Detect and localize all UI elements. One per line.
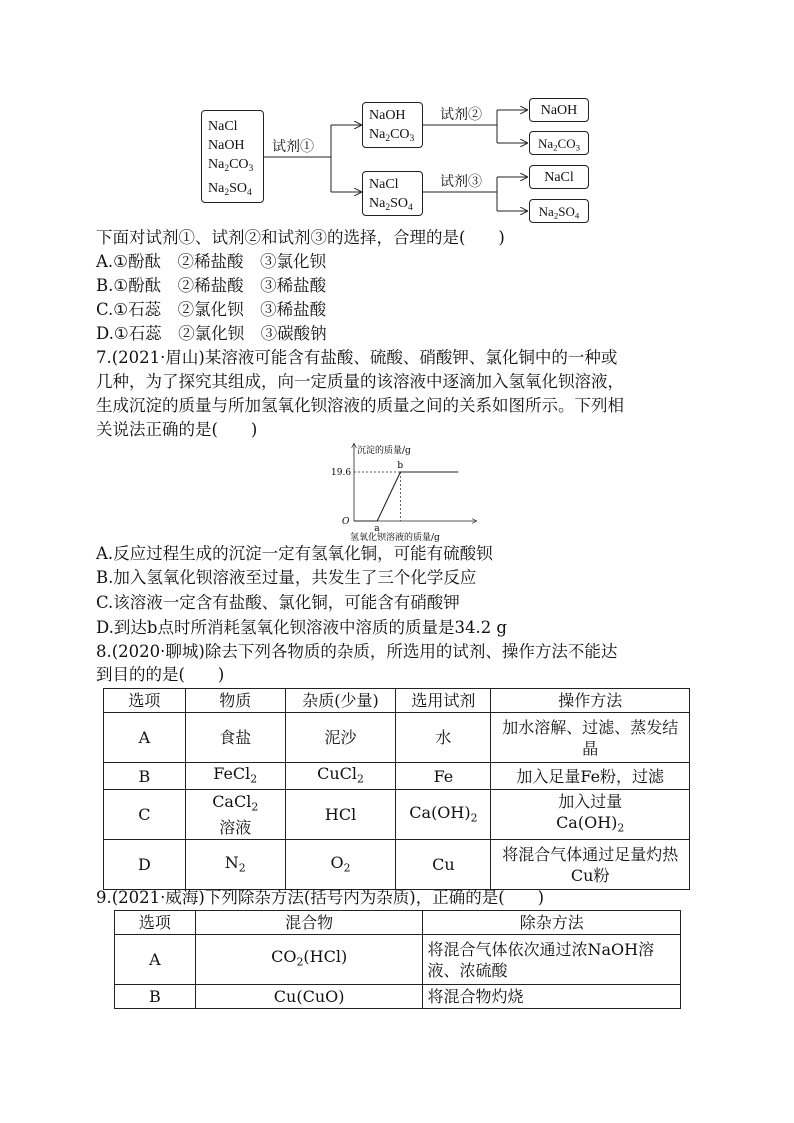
table-header: 选项	[115, 911, 196, 935]
upper-mid-box	[362, 102, 423, 148]
table-header: 选项	[104, 689, 186, 713]
table-header: 操作方法	[491, 689, 690, 713]
table-cell: B	[115, 985, 196, 1009]
table-row	[104, 713, 690, 763]
table-cell: Fe	[396, 763, 491, 790]
table-cell: 将混合气体依次通过浓NaOH溶液、浓硫酸	[423, 935, 681, 985]
q7-option-a: A.反应过程生成的沉淀一定有氢氧化铜，可能有硫酸钡	[96, 544, 493, 563]
q6-stem: 下面对试剂①、试剂②和试剂③的选择，合理的是( )	[96, 228, 505, 247]
precipitate-chart	[330, 440, 480, 542]
start-item: $Na_2SO_4$	[208, 180, 252, 198]
table-cell: $O_2$	[285, 840, 396, 890]
table-header: 选用试剂	[396, 689, 491, 713]
table-header: 混合物	[195, 911, 423, 935]
table-cell: $CO_2(HCl)$	[195, 935, 423, 985]
table-header: 物质	[185, 689, 285, 713]
table-header: 杂质(少量)	[285, 689, 396, 713]
q7-option-b: B.加入氢氧化钡溶液至过量，共发生了三个化学反应	[96, 568, 477, 587]
start-item: NaOH	[208, 138, 245, 153]
table-row	[115, 985, 681, 1009]
table-row	[115, 935, 681, 985]
lower-mid-box	[362, 171, 423, 216]
table-cell: B	[104, 763, 186, 790]
table-cell: CuCl$_2$	[285, 763, 396, 790]
table-cell: $N_2$	[185, 840, 285, 890]
q7-stem-line: 几种，为了探究其组成，向一定质量的该溶液中逐滴加入氢氧化钡溶液，	[96, 372, 624, 391]
table-cell: C	[104, 790, 186, 840]
y-axis-label: 沉淀的质量/g	[357, 446, 411, 456]
q9-table	[114, 910, 681, 1009]
q6-option-b: B.①酚酞 ②稀盐酸 ③稀盐酸	[96, 276, 327, 295]
reagent-3-label: 试剂③	[440, 174, 482, 190]
table-cell: 加水溶解、过滤、蒸发结晶	[491, 713, 690, 763]
reagent-1-label: 试剂①	[272, 139, 314, 155]
out-upper-2: $Na_2CO_3$	[529, 131, 589, 155]
table-cell: 将混合气体通过足量灼热Cu粉	[491, 840, 690, 890]
out-upper-1: NaOH	[529, 98, 589, 122]
table-cell: HCl	[285, 790, 396, 840]
start-item: NaCl	[208, 119, 238, 134]
lower-mid-item: NaCl	[369, 177, 399, 192]
table-cell: Cu(CuO)	[195, 985, 423, 1009]
start-item: $Na_2CO_3$	[208, 157, 254, 174]
table-cell: 将混合物灼烧	[423, 985, 681, 1009]
origin-label: O	[342, 517, 350, 527]
q8-table	[103, 688, 690, 890]
out-lower-2: $Na_2SO_4$	[529, 199, 589, 223]
q7-option-d: D.到达b点时所消耗氢氧化钡溶液中溶质的质量是34.2 g	[96, 618, 507, 637]
reagent-2-label: 试剂②	[440, 107, 482, 123]
table-cell: 加入过量 $Ca(OH)_2$	[491, 790, 690, 840]
start-box	[201, 110, 264, 203]
q7-stem-line: 7.(2021·眉山)某溶液可能含有盐酸、硫酸、硝酸钾、氯化铜中的一种或	[96, 348, 618, 367]
q6-option-d: D.①石蕊 ②氯化钡 ③碳酸钠	[96, 324, 327, 343]
lower-mid-item: $Na_2SO_4$	[369, 196, 413, 213]
table-cell: CaCl$_2$ 溶液	[185, 790, 285, 840]
table-row	[104, 790, 690, 840]
table-header: 除杂方法	[423, 911, 681, 935]
x-axis-label: 氢氧化钡溶液的质量/g	[350, 533, 440, 542]
q7-stem-line: 生成沉淀的质量与所加氢氧化钡溶液的质量之间的关系如图所示。下列相	[96, 396, 624, 415]
y-tick-label: 19.6	[331, 468, 352, 478]
table-cell: 水	[396, 713, 491, 763]
q6-option-c: C.①石蕊 ②氯化钡 ③稀盐酸	[96, 300, 327, 319]
table-cell: 食盐	[185, 713, 285, 763]
upper-mid-item: NaOH	[369, 108, 406, 123]
table-header-row	[115, 911, 681, 935]
q8-stem-line: 到目的的是( )	[96, 665, 225, 684]
table-cell: 加入足量Fe粉，过滤	[491, 763, 690, 790]
table-cell: A	[104, 713, 186, 763]
table-cell: Cu	[396, 840, 491, 890]
table-cell: 泥沙	[285, 713, 396, 763]
point-label: a	[374, 524, 380, 534]
table-cell: D	[104, 840, 186, 890]
point-label: b	[397, 461, 404, 471]
table-header-row	[104, 689, 690, 713]
q7-option-c: C.该溶液一定含有盐酸、氯化铜，可能含有硝酸钾	[96, 593, 460, 612]
upper-mid-item: $Na_2CO_3$	[369, 127, 415, 144]
q7-stem-line: 关说法正确的是( )	[96, 420, 258, 439]
q9-stem: 9.(2021·威海)下列除杂方法(括号内为杂质)，正确的是( )	[96, 888, 545, 907]
out-lower-1: NaCl	[529, 165, 589, 189]
table-row	[104, 840, 690, 890]
table-cell: $Ca(OH)_2$	[396, 790, 491, 840]
data-line	[354, 472, 458, 521]
q6-option-a: A.①酚酞 ②稀盐酸 ③氯化钡	[96, 252, 326, 271]
table-cell: FeCl$_2$	[185, 763, 285, 790]
table-row	[104, 763, 690, 790]
table-cell: A	[115, 935, 196, 985]
q8-stem-line: 8.(2020·聊城)除去下列各物质的杂质，所选用的试剂、操作方法不能达	[96, 642, 618, 661]
